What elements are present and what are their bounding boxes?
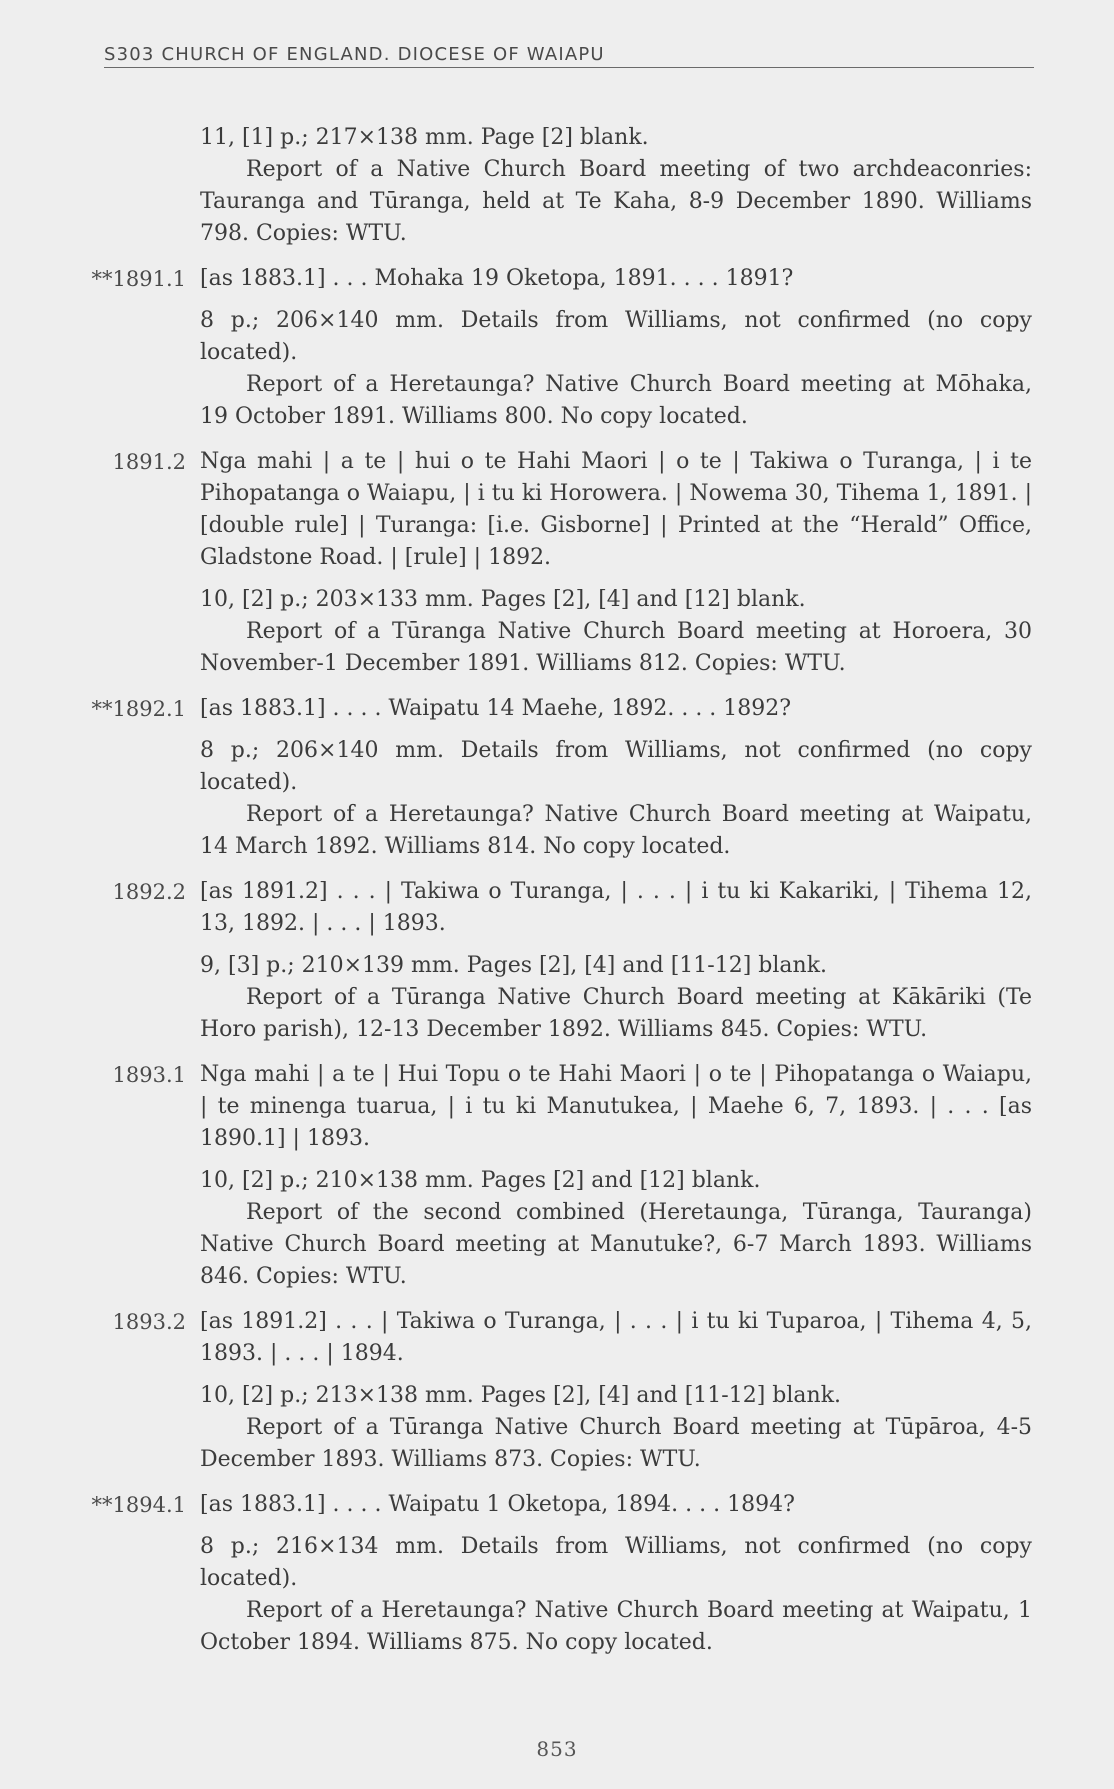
entry-body <box>200 876 1032 1046</box>
entry-note: Report of the second combined (Heretaunga, Tūranga, Tauranga) Native Church Board meeting at Manutuke?, 6-7 March 1893. Williams 846. Copies: WTU. <box>200 1200 1032 1289</box>
entry-title: [as 1891.2] . . . | Takiwa o Turanga, | . . . | i tu ki Kakariki, | Tihema 12, 13, 1892. | . . . | 1893. <box>200 879 1032 936</box>
entry-note: Report of a Heretaunga? Native Church Board meeting at Waipatu, 1 October 1894. Williams 875. No copy located. <box>200 1598 1032 1655</box>
entry-body <box>200 446 1032 680</box>
entry-body <box>200 1306 1032 1476</box>
entry-note: Report of a Native Church Board meeting of two archdeaconries: Tauranga and Tūranga, held at Te Kaha, 8-9 December 1890. Williams 798. Copies: WTU. <box>200 157 1032 246</box>
entry-physical-description: 8 p.; 206×140 mm. Details from Williams, not confirmed (no copy located). <box>200 308 1032 365</box>
entry-physical-description: 10, [2] p.; 203×133 mm. Pages [2], [4] and [12] blank. <box>200 587 806 612</box>
entry-body <box>200 263 1032 433</box>
header-rule <box>104 67 1034 68</box>
entry-physical-description: 9, [3] p.; 210×139 mm. Pages [2], [4] and [11-12] blank. <box>200 953 828 978</box>
entry-number: **1894.1 <box>91 1493 186 1517</box>
entry-note: Report of a Heretaunga? Native Church Board meeting at Waipatu, 14 March 1892. Williams 814. No copy located. <box>200 802 1032 859</box>
entry-number: 1892.2 <box>112 880 186 904</box>
entry-note: Report of a Tūranga Native Church Board meeting at Tūpāroa, 4-5 December 1893. Williams 873. Copies: WTU. <box>200 1415 1032 1472</box>
bibliography-entry <box>0 1059 1114 1293</box>
entry-note: Report of a Heretaunga? Native Church Board meeting at Mōhaka, 19 October 1891. Williams 800. No copy located. <box>200 372 1032 429</box>
entry-number: 1893.1 <box>112 1063 186 1087</box>
page-number: 853 <box>536 1737 578 1761</box>
entry-note: Report of a Tūranga Native Church Board meeting at Horoera, 30 November-1 December 1891. Williams 812. Copies: WTU. <box>200 619 1032 676</box>
entry-number: 1893.2 <box>112 1310 186 1334</box>
entry-body <box>200 1059 1032 1293</box>
entry-title: [as 1883.1] . . . Mohaka 19 Oketopa, 1891. . . . 1891? <box>200 266 794 291</box>
entry-physical-description: 8 p.; 206×140 mm. Details from Williams, not confirmed (no copy located). <box>200 738 1032 795</box>
entry-body <box>200 693 1032 863</box>
entry-title: [as 1883.1] . . . . Waipatu 14 Maehe, 1892. . . . 1892? <box>200 696 792 721</box>
entry-physical-description: 10, [2] p.; 210×138 mm. Pages [2] and [12] blank. <box>200 1168 761 1193</box>
entry-number: **1892.1 <box>91 697 186 721</box>
bibliography-entry <box>0 1306 1114 1476</box>
entry-number: 1891.2 <box>112 450 186 474</box>
entry-title: Nga mahi | a te | Hui Topu o te Hahi Maori | o te | Pihopatanga o Waiapu, | te minenga tuarua, | i tu ki Manutukea, | Maehe 6, 7, 1893. | . . . [as 1890.1] | 1893. <box>200 1062 1032 1151</box>
entry-note: Report of a Tūranga Native Church Board meeting at Kākāriki (Te Horo parish), 12-13 December 1892. Williams 845. Copies: WTU. <box>200 985 1032 1042</box>
entry-physical-description: 11, [1] p.; 217×138 mm. Page [2] blank. <box>200 125 649 150</box>
entry-physical-description: 10, [2] p.; 213×138 mm. Pages [2], [4] and [11-12] blank. <box>200 1383 842 1408</box>
bibliography-entry <box>0 693 1114 863</box>
entry-number: **1891.1 <box>91 267 186 291</box>
bibliography-entries <box>0 126 1114 1672</box>
bibliography-entry <box>0 446 1114 680</box>
entry-body <box>200 122 1032 250</box>
entry-body <box>200 1489 1032 1659</box>
bibliography-entry <box>0 876 1114 1046</box>
running-header: S303 CHURCH OF ENGLAND. DIOCESE OF WAIAPU <box>104 44 605 65</box>
entry-title: [as 1883.1] . . . . Waipatu 1 Oketopa, 1894. . . . 1894? <box>200 1492 795 1517</box>
bibliography-entry <box>0 122 1114 250</box>
entry-title: [as 1891.2] . . . | Takiwa o Turanga, | . . . | i tu ki Tuparoa, | Tihema 4, 5, 1893. | . . . | 1894. <box>200 1309 1032 1366</box>
bibliography-entry <box>0 1489 1114 1659</box>
bibliography-entry <box>0 263 1114 433</box>
entry-physical-description: 8 p.; 216×134 mm. Details from Williams, not confirmed (no copy located). <box>200 1534 1032 1591</box>
entry-title: Nga mahi | a te | hui o te Hahi Maori | o te | Takiwa o Turanga, | i te Pihopatanga o Waiapu, | i tu ki Horowera. | Nowema 30, Tihema 1, 1891. | [double rule] | Turanga: [i.e. Gisborne] | Printed at the “Herald” Office, Gladstone Road. | [rule] | 1892. <box>200 449 1032 570</box>
